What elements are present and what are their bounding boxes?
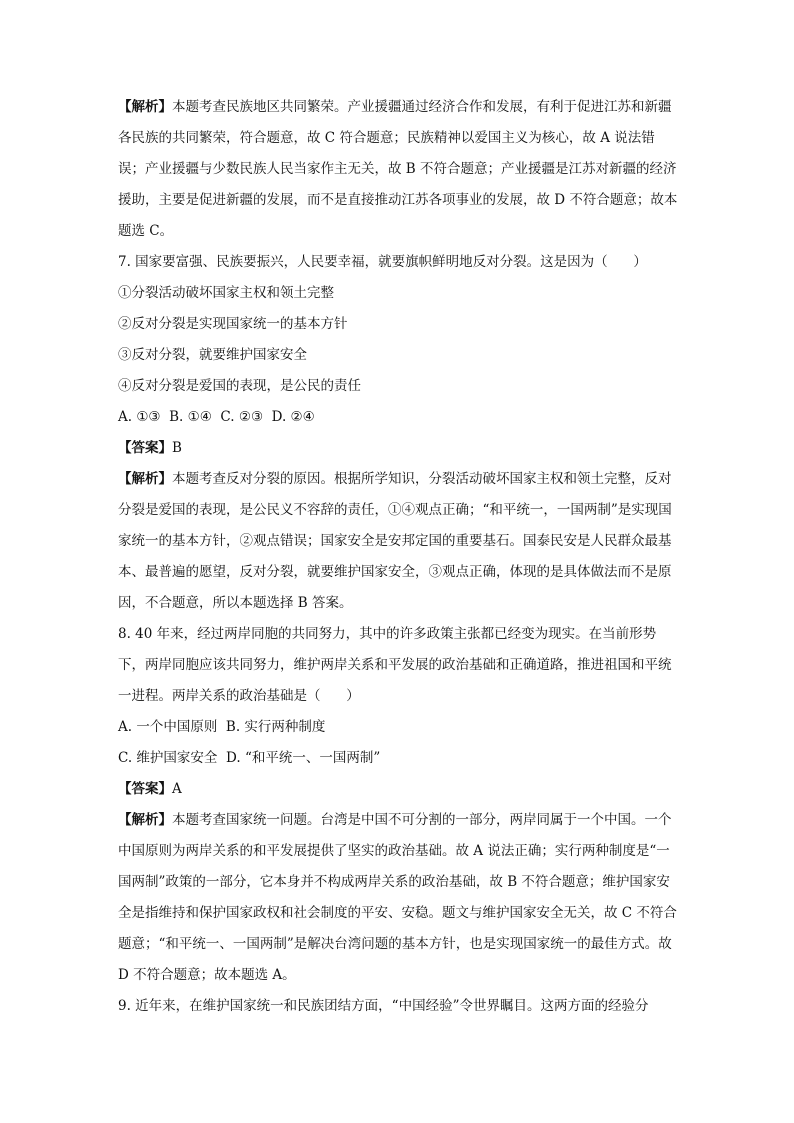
question-7-statement-3: ③反对分裂，就要维护国家安全 xyxy=(118,347,307,363)
answer-tag: 【答案】 xyxy=(118,440,172,456)
question-7-options: A. ①③ B. ①④ C. ②③ D. ②④ xyxy=(118,409,315,425)
analysis-text: 本题考查民族地区共同繁荣。产业援疆通过经济合作和发展，有利于促进江苏和新疆各民族的共同繁荣，符合题意，故 C 符合题意；民族精神以爱国主义为核心，故 A 说法错误；产业援疆与少数民族人民当家作主无关，故 B 不符合题意；产业援疆是江苏对新疆的经济援助，主要是促进新疆的发展，而不是直接推动江苏各项事业的发展，故 D 不符合题意；故本题选 C。 xyxy=(118,99,678,239)
answer-tag: 【答案】 xyxy=(118,781,172,797)
analysis-paragraph xyxy=(118,92,678,247)
question-7-statement-2: ②反对分裂是实现国家统一的基本方针 xyxy=(118,316,348,332)
question-7-stem: 7. 国家要富强、民族要振兴，人民要幸福，就要旗帜鲜明地反对分裂。这是因为（ ） xyxy=(118,254,647,270)
question-8-options-ab: A. 一个中国原则 B. 实行两种制度 xyxy=(118,719,326,735)
analysis-text: 本题考查国家统一问题。台湾是中国不可分割的一部分，两岸同属于一个中国。一个中国原则为两岸关系的和平发展提供了坚实的政治基础。故 A 说法正确；实行两种制度是“一国两制”政策的一部分，它本身并不构成两岸关系的政治基础，故 B 不符合题意；维护国家安全是指维持和保护国家政权和社会制度的平安、安稳。题文与维护国家安全无关，故 C 不符合题意；“和平统一、一国两制”是解决台湾问题的基本方针，也是实现国家统一的最佳方式。故 D 不符合题意；故本题选 A。 xyxy=(118,812,677,983)
analysis-tag: 【解析】 xyxy=(118,471,172,487)
question-7-statement-4: ④反对分裂是爱国的表现，是公民的责任 xyxy=(118,378,361,394)
analysis-text: 本题考查反对分裂的原因。根据所学知识，分裂活动破坏国家主权和领土完整，反对分裂是爱国的表现，是公民义不容辞的责任，①④观点正确；“和平统一，一国两制”是实现国家统一的基本方针，②观点错误；国家安全是安邦定国的重要基石。国泰民安是人民群众最基本、最普遍的愿望，反对分裂，就要维护国家安全，③观点正确，体现的是具体做法而不是原因，不合题意，所以本题选择 B 答案。 xyxy=(118,471,672,611)
question-9-stem: 9. 近年来，在维护国家统一和民族团结方面，“中国经验”令世界瞩目。这两方面的经验分 xyxy=(118,998,649,1014)
answer-paragraph xyxy=(118,774,678,805)
answer-text: B xyxy=(172,440,182,456)
analysis-paragraph xyxy=(118,464,678,619)
analysis-tag: 【解析】 xyxy=(118,99,172,115)
question-8-stem: 8. 40 年来，经过两岸同胞的共同努力，其中的许多政策主张都已经变为现实。在当前形势下，两岸同胞应该共同努力，维护两岸关系和平发展的政治基础和正确道路，推进祖国和平统一进程。两岸关系的政治基础是（ ） xyxy=(118,626,672,704)
question-7-statement-1: ①分裂活动破坏国家主权和领土完整 xyxy=(118,285,334,301)
document-content xyxy=(118,92,678,1022)
analysis-tag: 【解析】 xyxy=(118,812,172,828)
question-8-options-cd: C. 维护国家安全 D. “和平统一、一国两制” xyxy=(118,750,381,766)
answer-paragraph xyxy=(118,433,678,464)
analysis-paragraph xyxy=(118,805,678,991)
answer-text: A xyxy=(172,781,182,797)
